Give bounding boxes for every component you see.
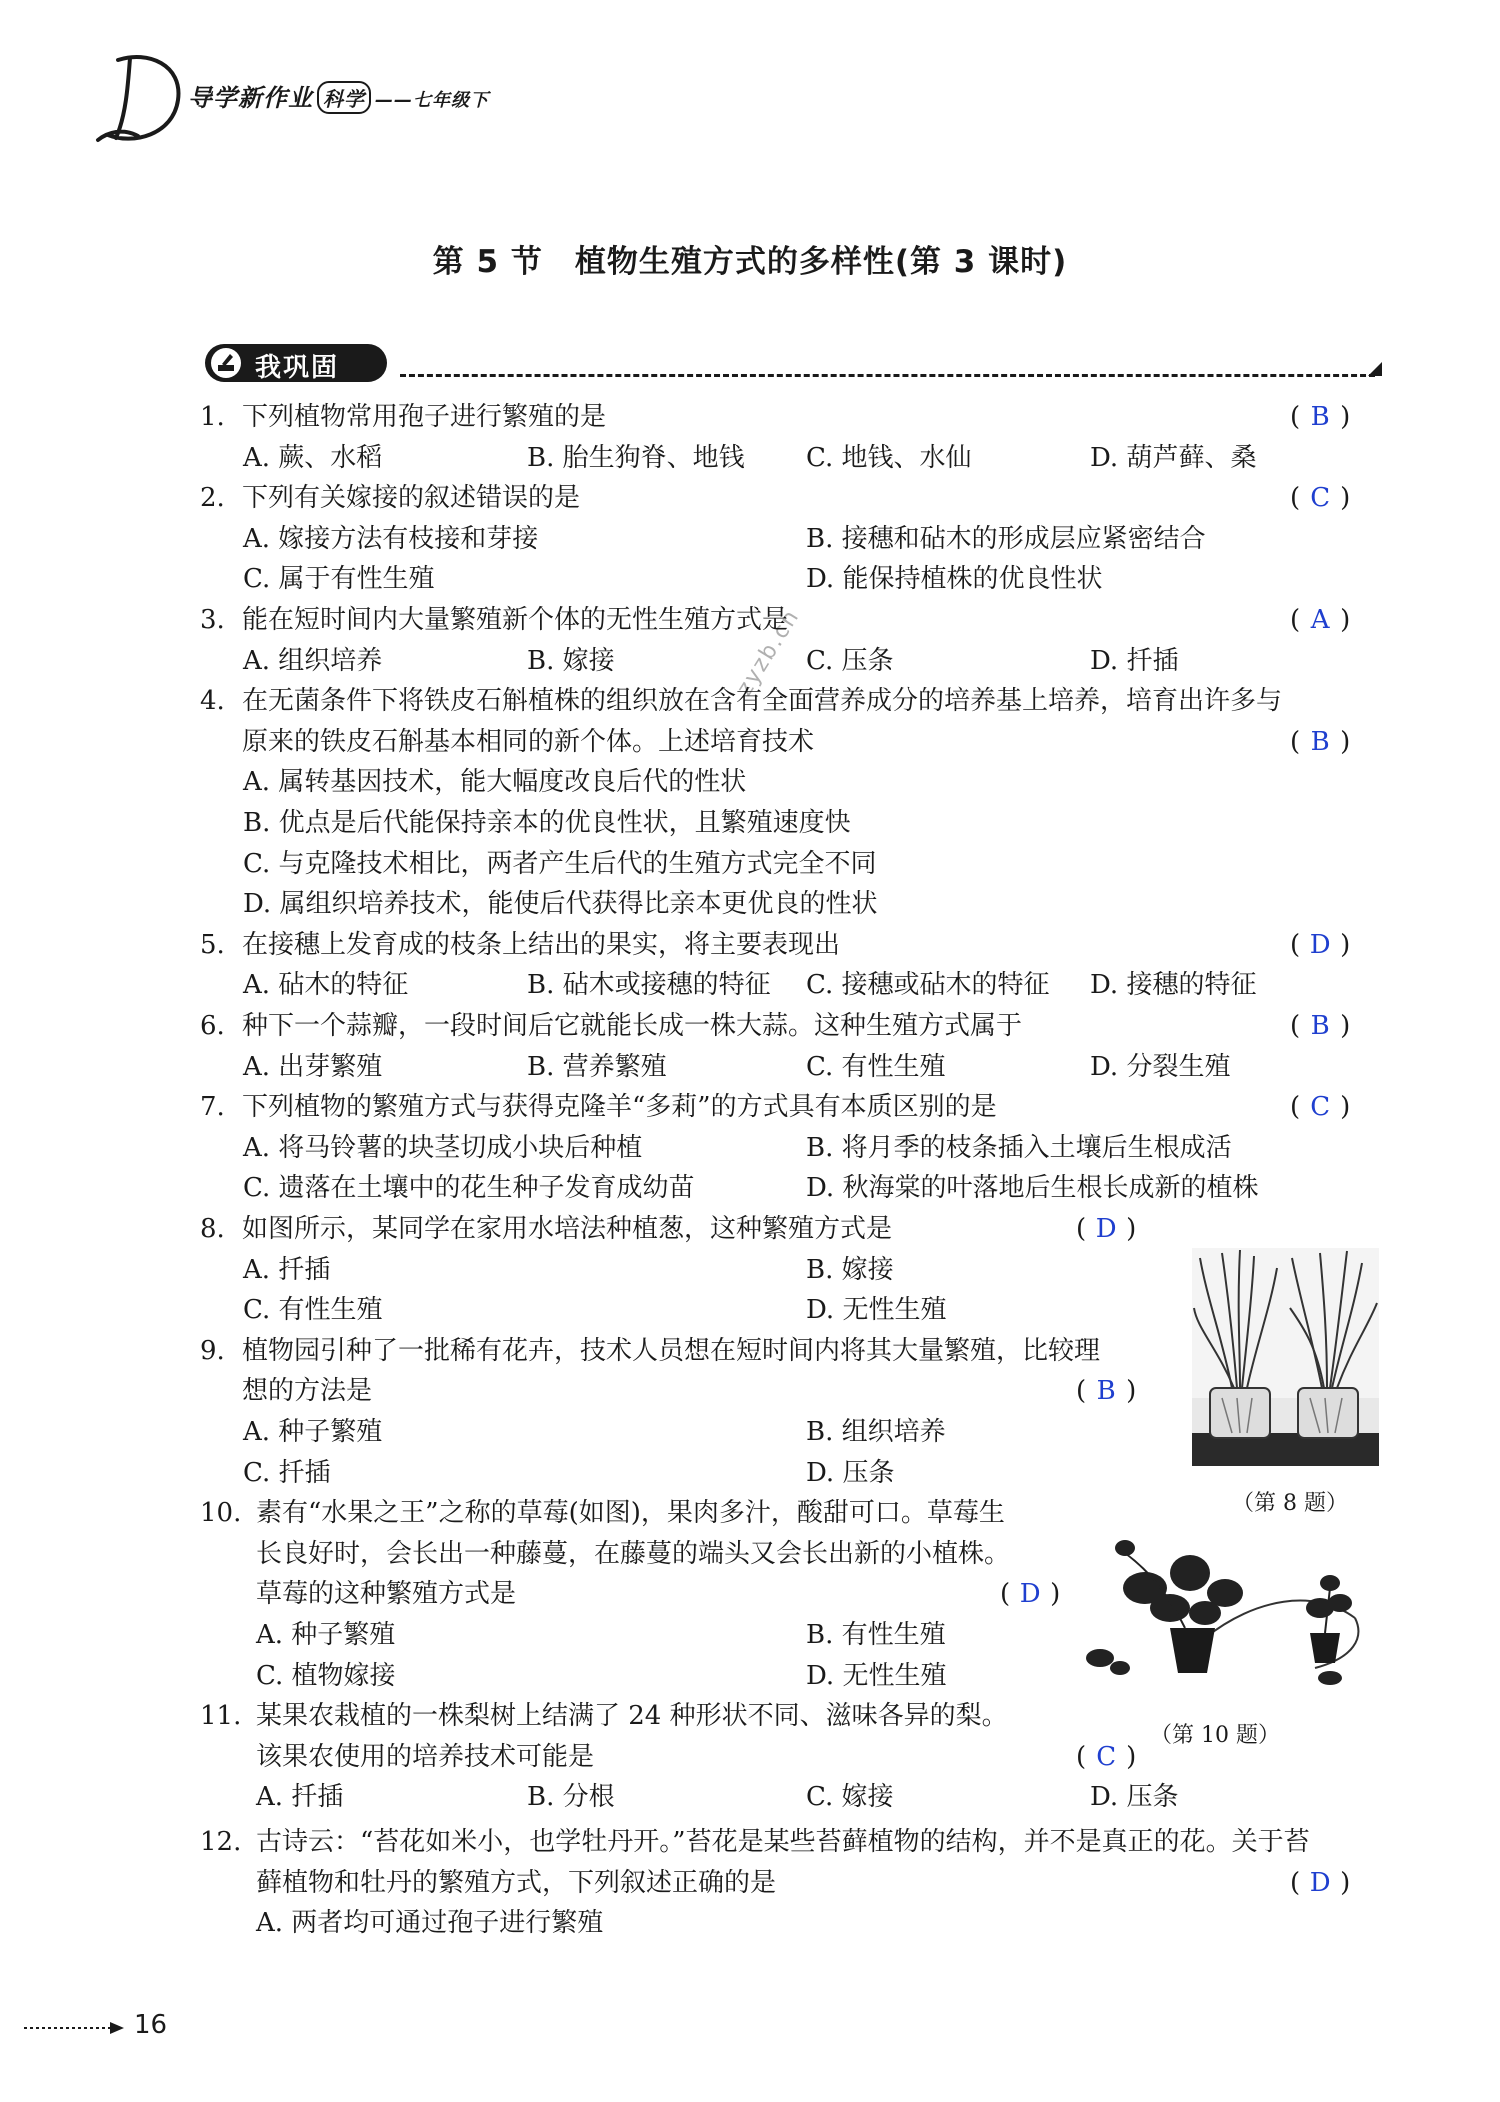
answer-option: A. 将马铃薯的块茎切成小块后种植 xyxy=(243,1132,643,1163)
question-number: 8. xyxy=(200,1214,225,1244)
banner-label: 我巩固 xyxy=(255,353,340,383)
question-stem: 藓植物和牡丹的繁殖方式，下列叙述正确的是 xyxy=(256,1867,777,1898)
answer-option: D. 能保持植株的优良性状 xyxy=(806,564,1103,595)
answer-value[interactable]: C xyxy=(1096,1741,1117,1772)
answer-option: C. 有性生殖 xyxy=(806,1051,946,1082)
answer-paren-close: ) xyxy=(1340,483,1351,514)
answer-box xyxy=(1290,481,1350,515)
answer-option: C. 嫁接 xyxy=(806,1782,894,1813)
question-stem: 某果农栽植的一株梨树上结满了 24 种形状不同、滋味各异的梨。 xyxy=(256,1701,1008,1732)
question-stem: 在无菌条件下将铁皮石斛植株的组织放在含有全面营养成分的培养基上培养，培育出许多与 xyxy=(242,686,1283,717)
answer-paren-open: ( xyxy=(1290,1867,1301,1898)
figure-strawberry-runner xyxy=(1085,1528,1381,1688)
answer-option: A. 扦插 xyxy=(243,1254,331,1285)
question-stem: 草莓的这种繁殖方式是 xyxy=(256,1579,517,1610)
answer-value[interactable]: C xyxy=(1310,483,1331,514)
question-number: 10. xyxy=(200,1498,242,1529)
question-stem: 素有“水果之王”之称的草莓(如图)，果肉多汁，酸甜可口。草莓生 xyxy=(256,1498,1005,1529)
answer-paren-open: ( xyxy=(1076,1214,1087,1244)
answer-option: A. 扦插 xyxy=(256,1782,344,1813)
question-stem: 古诗云：“苔花如米小，也学牡丹开。”苔花是某些苔藓植物的结构，并不是真正的花。关于苔 xyxy=(256,1827,1310,1857)
question-stem: 下列植物常用孢子进行繁殖的是 xyxy=(242,402,607,432)
answer-option: D. 压条 xyxy=(1090,1782,1179,1813)
answer-option: A. 出芽繁殖 xyxy=(243,1051,383,1082)
answer-box xyxy=(1290,400,1350,434)
answer-option: C. 与克隆技术相比，两者产生后代的生殖方式完全不同 xyxy=(243,848,877,879)
book-title-text: 导学新作业 xyxy=(188,84,313,112)
answer-option: D. 秋海棠的叶落地后生根长成新的植株 xyxy=(806,1173,1259,1204)
answer-paren-open: ( xyxy=(1000,1579,1011,1610)
figure-10-caption: （第 10 题） xyxy=(1150,1723,1280,1748)
answer-paren-open: ( xyxy=(1290,483,1301,514)
answer-paren-close: ) xyxy=(1126,1214,1137,1244)
answer-option: B. 分根 xyxy=(527,1782,615,1813)
answer-box xyxy=(1290,603,1350,637)
watermark: zyzb.cn xyxy=(732,604,805,701)
answer-option: D. 压条 xyxy=(806,1457,895,1488)
answer-paren-open: ( xyxy=(1290,726,1301,757)
divider-corner-icon xyxy=(1368,362,1382,376)
book-title xyxy=(188,78,489,114)
answer-option: A. 组织培养 xyxy=(243,645,383,676)
answer-option: C. 压条 xyxy=(806,645,894,676)
answer-option: C. 属于有性生殖 xyxy=(243,564,435,595)
answer-option: C. 接穗或砧木的特征 xyxy=(806,970,1050,1001)
answer-paren-close: ) xyxy=(1050,1579,1061,1610)
answer-paren-close: ) xyxy=(1340,605,1351,635)
answer-option: D. 接穗的特征 xyxy=(1090,970,1257,1001)
question-stem: 能在短时间内大量繁殖新个体的无性生殖方式是 xyxy=(242,605,789,635)
answer-option: B. 营养繁殖 xyxy=(527,1051,667,1082)
answer-value[interactable]: C xyxy=(1310,1092,1331,1123)
answer-value[interactable]: B xyxy=(1310,1011,1330,1041)
section-title: 第 5 节 植物生殖方式的多样性(第 3 课时) xyxy=(432,244,1068,280)
answer-option: A. 种子繁殖 xyxy=(243,1417,383,1447)
question-number: 11. xyxy=(200,1701,242,1732)
answer-paren-open: ( xyxy=(1290,1011,1301,1041)
question-stem: 下列植物的繁殖方式与获得克隆羊“多莉”的方式具有本质区别的是 xyxy=(242,1092,997,1123)
answer-box xyxy=(1076,1374,1136,1408)
book-logo-d-icon xyxy=(88,40,188,150)
question-number: 2. xyxy=(200,483,225,514)
answer-option: C. 有性生殖 xyxy=(243,1295,383,1326)
answer-option: A. 属转基因技术，能大幅度改良后代的性状 xyxy=(243,767,747,798)
answer-option: B. 优点是后代能保持亲本的优良性状，且繁殖速度快 xyxy=(243,808,851,838)
answer-box xyxy=(1290,725,1350,759)
book-grade: ——七年级下 xyxy=(375,90,489,111)
answer-option: C. 地钱、水仙 xyxy=(806,442,972,473)
answer-box xyxy=(1290,1009,1350,1043)
answer-option: A. 嫁接方法有枝接和芽接 xyxy=(243,523,539,554)
answer-paren-open: ( xyxy=(1076,1741,1087,1772)
answer-value[interactable]: A xyxy=(1310,605,1330,635)
page-arrow-icon xyxy=(24,2020,124,2036)
answer-value[interactable]: D xyxy=(1019,1579,1041,1610)
question-stem: 原来的铁皮石斛基本相同的新个体。上述培育技术 xyxy=(242,726,815,757)
book-subject-badge: 科学 xyxy=(317,81,371,114)
answer-option: B. 砧木或接穗的特征 xyxy=(527,970,771,1001)
answer-paren-open: ( xyxy=(1290,1092,1301,1123)
answer-value[interactable]: B xyxy=(1310,726,1330,757)
answer-paren-open: ( xyxy=(1290,929,1301,960)
question-stem: 在接穗上发育成的枝条上结出的果实，将主要表现出 xyxy=(242,929,841,960)
answer-paren-close: ) xyxy=(1340,929,1351,960)
answer-option: D. 扦插 xyxy=(1090,645,1179,676)
answer-box xyxy=(1290,1090,1350,1124)
question-number: 7. xyxy=(200,1092,225,1123)
answer-box xyxy=(1076,1740,1136,1774)
answer-value[interactable]: D xyxy=(1309,1867,1331,1898)
answer-option: B. 嫁接 xyxy=(806,1254,894,1285)
page-number: 16 xyxy=(134,2010,168,2040)
consolidate-banner xyxy=(205,344,387,382)
question-number: 5. xyxy=(200,929,225,960)
section-divider xyxy=(400,374,1375,377)
answer-paren-open: ( xyxy=(1290,605,1301,635)
answer-box xyxy=(1000,1577,1060,1611)
answer-option: C. 植物嫁接 xyxy=(256,1660,396,1691)
question-stem: 种下一个蒜瓣，一段时间后它就能长成一株大蒜。这种生殖方式属于 xyxy=(242,1011,1023,1041)
answer-value[interactable]: D xyxy=(1309,929,1331,960)
answer-paren-open: ( xyxy=(1076,1376,1087,1407)
answer-option: B. 胎生狗脊、地钱 xyxy=(527,442,745,473)
answer-option: B. 接穗和砧木的形成层应紧密结合 xyxy=(806,523,1206,554)
question-number: 12. xyxy=(200,1827,242,1857)
answer-option: B. 有性生殖 xyxy=(806,1620,946,1650)
answer-paren-open: ( xyxy=(1290,402,1301,432)
question-number: 3. xyxy=(200,605,225,635)
answer-value[interactable]: B xyxy=(1096,1376,1116,1407)
question-stem: 下列有关嫁接的叙述错误的是 xyxy=(242,483,581,514)
answer-option: D. 分裂生殖 xyxy=(1090,1051,1231,1082)
answer-paren-close: ) xyxy=(1126,1741,1137,1772)
answer-value[interactable]: D xyxy=(1095,1214,1117,1244)
question-stem: 想的方法是 xyxy=(242,1376,373,1407)
answer-paren-close: ) xyxy=(1340,726,1351,757)
answer-value[interactable]: B xyxy=(1310,402,1330,432)
answer-paren-close: ) xyxy=(1126,1376,1137,1407)
writing-icon xyxy=(211,348,241,378)
answer-paren-close: ) xyxy=(1340,402,1351,432)
figure-8-caption: （第 8 题） xyxy=(1232,1491,1348,1516)
answer-option: A. 蕨、水稻 xyxy=(243,442,383,473)
answer-option: D. 无性生殖 xyxy=(806,1660,947,1691)
answer-option: C. 扦插 xyxy=(243,1457,331,1488)
answer-option: A. 种子繁殖 xyxy=(256,1620,396,1650)
answer-paren-close: ) xyxy=(1340,1011,1351,1041)
answer-paren-close: ) xyxy=(1340,1867,1351,1898)
question-number: 1. xyxy=(200,402,225,432)
answer-option: B. 将月季的枝条插入土壤后生根成活 xyxy=(806,1132,1232,1163)
question-number: 9. xyxy=(200,1335,225,1366)
answer-option: B. 组织培养 xyxy=(806,1417,946,1447)
answer-box xyxy=(1290,1866,1350,1900)
question-number: 6. xyxy=(200,1011,225,1041)
answer-option: A. 两者均可通过孢子进行繁殖 xyxy=(256,1908,604,1939)
answer-option: D. 葫芦藓、桑 xyxy=(1090,442,1257,473)
question-stem: 植物园引种了一批稀有花卉，技术人员想在短时间内将其大量繁殖，比较理 xyxy=(242,1335,1101,1366)
question-stem: 如图所示，某同学在家用水培法种植葱，这种繁殖方式是 xyxy=(242,1214,893,1244)
answer-option: D. 无性生殖 xyxy=(806,1295,947,1326)
question-number: 4. xyxy=(200,686,225,717)
answer-option: C. 遗落在土壤中的花生种子发育成幼苗 xyxy=(243,1173,695,1204)
answer-option: D. 属组织培养技术，能使后代获得比亲本更优良的性状 xyxy=(243,889,878,920)
question-stem: 长良好时，会长出一种藤蔓，在藤蔓的端头又会长出新的小植株。 xyxy=(256,1538,1011,1569)
answer-box xyxy=(1076,1212,1136,1246)
figure-scallion-jars xyxy=(1192,1248,1379,1466)
answer-option: A. 砧木的特征 xyxy=(243,970,409,1001)
answer-paren-close: ) xyxy=(1340,1092,1351,1123)
answer-option: B. 嫁接 xyxy=(527,645,615,676)
question-stem: 该果农使用的培养技术可能是 xyxy=(256,1741,595,1772)
answer-box xyxy=(1290,928,1350,962)
